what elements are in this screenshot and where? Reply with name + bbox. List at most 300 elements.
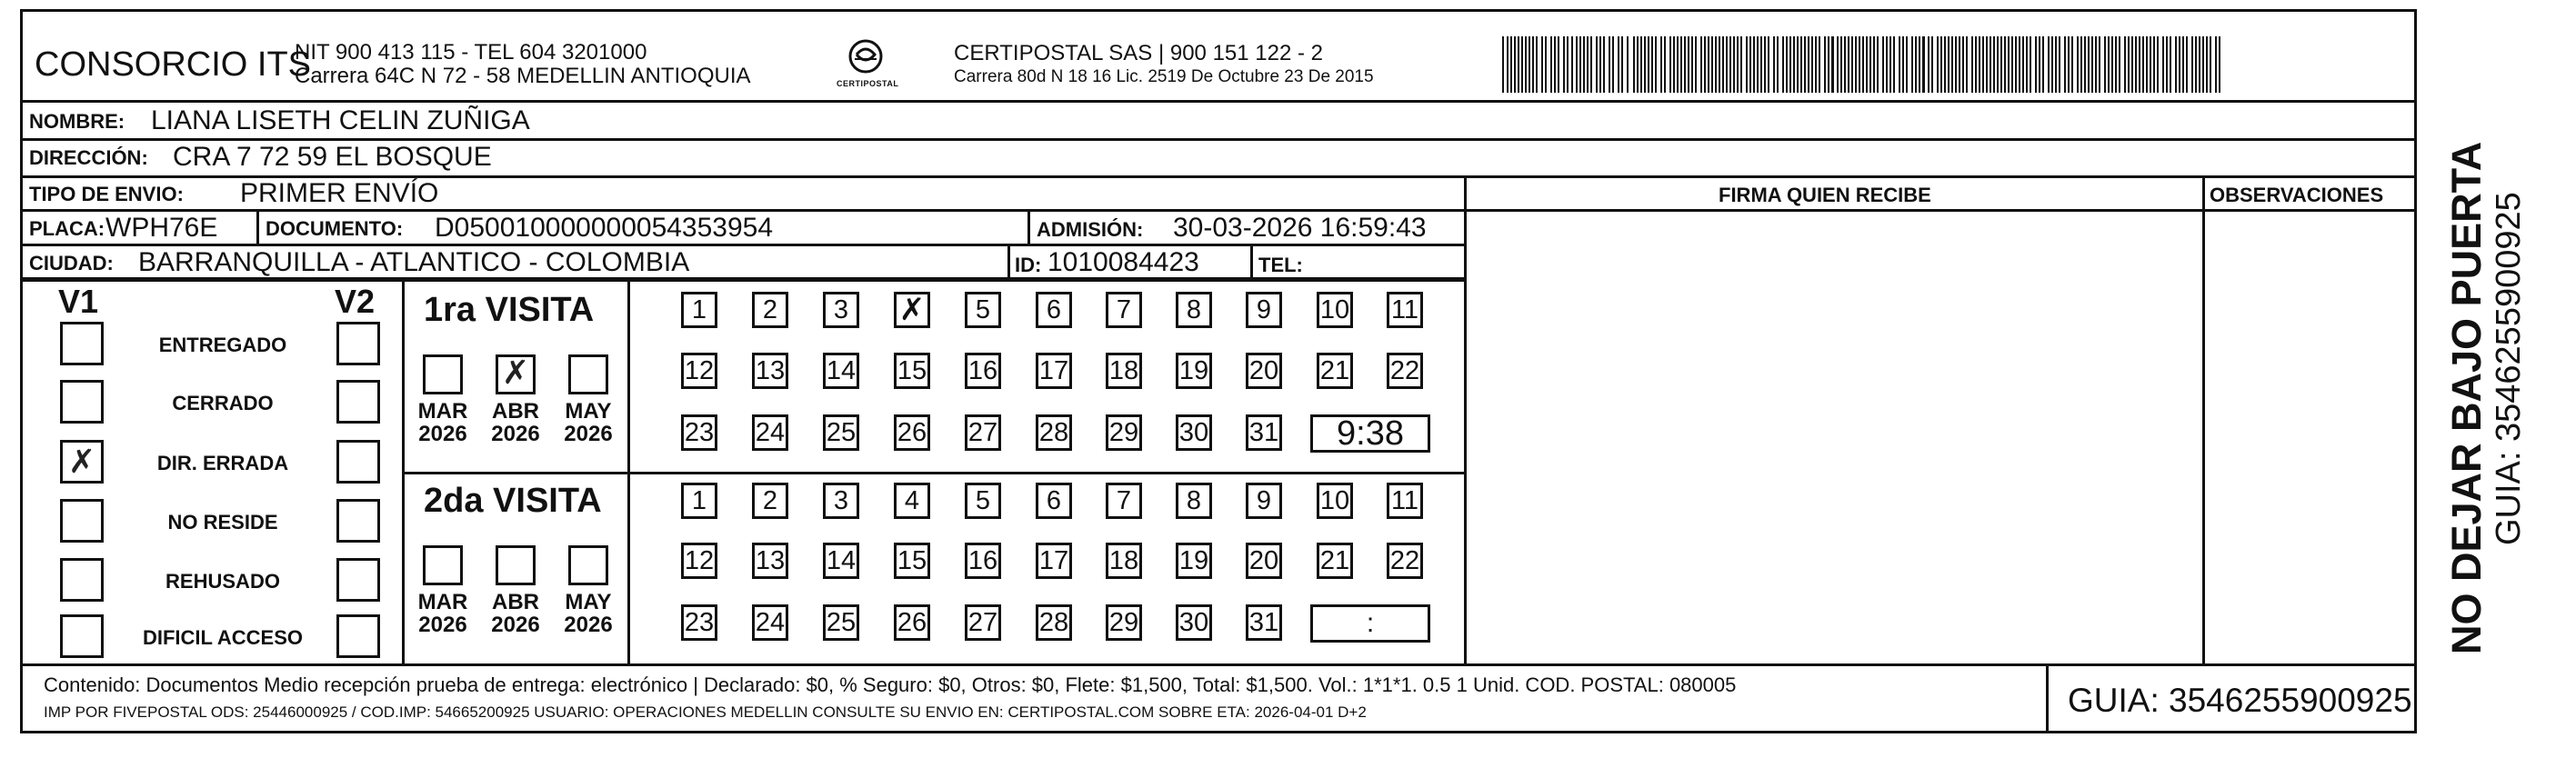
day-box[interactable]: 12 xyxy=(681,353,717,389)
divider xyxy=(20,279,1467,282)
barcode-bar xyxy=(1563,36,1565,93)
divider xyxy=(1464,175,1467,664)
status-label: ENTREGADO xyxy=(158,334,287,356)
barcode-bar xyxy=(2175,36,2177,93)
barcode-bar xyxy=(1753,36,1755,93)
day-box[interactable]: 29 xyxy=(1106,414,1142,451)
barcode-bar xyxy=(2131,36,2133,93)
v1-checkbox[interactable] xyxy=(60,499,104,543)
day-box[interactable]: 26 xyxy=(894,604,930,641)
barcode-bar xyxy=(2077,36,2079,93)
barcode-bar xyxy=(1859,36,1860,93)
footer-line-1: Contenido: Documentos Medio recepción prueba de entrega: electrónico | Declarado: $0, % Seguro: $0, Otros: $0, Flete: $1,500, Total: $1,500. Vol.: 1*1*1. 0.5 1 Unid. COD. POSTAL: 080005 xyxy=(44,673,1737,696)
month-checkbox-mar[interactable] xyxy=(423,354,463,394)
day-box[interactable]: 17 xyxy=(1036,543,1072,579)
company-name: CONSORCIO ITS xyxy=(35,45,312,84)
day-box[interactable]: 27 xyxy=(965,604,1001,641)
v2-label: V2 xyxy=(335,283,376,320)
barcode-bar xyxy=(1915,36,1917,93)
barcode-bar xyxy=(1955,36,1957,93)
barcode-bar xyxy=(1550,36,1552,93)
day-box[interactable]: 20 xyxy=(1246,353,1282,389)
barcode-bar xyxy=(1786,36,1788,93)
barcode-bar xyxy=(1944,36,1946,93)
day-box[interactable]: 3 xyxy=(823,483,859,519)
barcode-bar xyxy=(2042,36,2044,93)
barcode-bar xyxy=(2202,36,2204,93)
barcode-bar xyxy=(1793,36,1795,93)
tipo-envio-value: PRIMER ENVÍO xyxy=(240,178,439,208)
day-box[interactable]: 15 xyxy=(894,353,930,389)
day-box[interactable]: 6 xyxy=(1036,292,1072,328)
barcode-bar xyxy=(2135,36,2137,93)
v2-checkbox[interactable] xyxy=(336,558,380,602)
barcode-bar xyxy=(2215,36,2217,93)
time-box[interactable]: 9:38 xyxy=(1310,414,1430,453)
divider xyxy=(402,472,1467,474)
barcode-bar xyxy=(2099,36,2100,93)
barcode-bar xyxy=(2199,36,2200,93)
month-checkbox-abr[interactable] xyxy=(496,354,536,394)
barcode-bar xyxy=(1691,36,1693,93)
barcode-bar xyxy=(2019,36,2020,93)
direccion-label: DIRECCIÓN: xyxy=(29,146,148,169)
barcode-bar xyxy=(1797,36,1799,93)
barcode-bar xyxy=(1773,36,1775,93)
barcode-bar xyxy=(1633,36,1635,93)
month-label: ABR 2026 xyxy=(491,399,540,447)
barcode-bar xyxy=(1684,36,1686,93)
month-label: MAR 2026 xyxy=(417,590,468,638)
barcode-bar xyxy=(1532,36,1534,93)
divider xyxy=(1007,244,1010,278)
admision-value: 30-03-2026 16:59:43 xyxy=(1173,213,1427,243)
barcode-bar xyxy=(1919,36,1920,93)
day-box[interactable]: 9 xyxy=(1246,483,1282,519)
day-box[interactable]: 10 xyxy=(1317,483,1353,519)
barcode-bar xyxy=(1800,36,1802,93)
firma-header: FIRMA QUIEN RECIBE xyxy=(1719,184,1931,206)
day-box[interactable]: 4 xyxy=(894,483,930,519)
barcode-bar xyxy=(2142,36,2144,93)
documento-label: DOCUMENTO: xyxy=(266,217,404,240)
day-box[interactable]: 17 xyxy=(1036,353,1072,389)
barcode-bar xyxy=(2191,36,2193,93)
barcode-bar xyxy=(2059,36,2060,93)
barcode-bar xyxy=(2115,36,2117,93)
day-box[interactable]: 14 xyxy=(823,353,859,389)
barcode-bar xyxy=(2166,36,2168,93)
barcode-bar xyxy=(1804,36,1806,93)
nombre-value: LIANA LISETH CELIN ZUÑIGA xyxy=(151,105,530,135)
day-box[interactable]: 19 xyxy=(1176,543,1212,579)
barcode-bar xyxy=(1757,36,1759,93)
barcode-bar xyxy=(1722,36,1724,93)
barcode-bar xyxy=(1554,36,1556,93)
v2-checkbox[interactable] xyxy=(336,322,380,365)
day-box[interactable]: 5 xyxy=(965,483,1001,519)
barcode-bar xyxy=(1837,36,1839,93)
day-box[interactable]: 21 xyxy=(1317,353,1353,389)
barcode-bar xyxy=(1579,36,1581,93)
barcode-bar xyxy=(1596,36,1598,93)
barcode-bar xyxy=(1902,36,1904,93)
barcode-bar xyxy=(1673,36,1675,93)
barcode-bar xyxy=(2026,36,2028,93)
barcode-bar xyxy=(2186,36,2188,93)
barcode-bar xyxy=(1844,36,1846,93)
barcode-bar xyxy=(2153,36,2155,93)
barcode-bar xyxy=(1768,36,1769,93)
barcode-bar xyxy=(1637,36,1639,93)
tipo-envio-label: TIPO DE ENVIO: xyxy=(29,183,184,205)
logo-caption: CERTIPOSTAL xyxy=(837,79,899,88)
barcode-bar xyxy=(1644,36,1646,93)
barcode-bar xyxy=(1911,36,1913,93)
barcode-bar xyxy=(1951,36,1953,93)
day-box[interactable]: 11 xyxy=(1387,483,1423,519)
barcode-bar xyxy=(1966,36,1968,93)
company-line-1: NIT 900 413 115 - TEL 604 3201000 xyxy=(295,40,647,65)
barcode xyxy=(1502,36,2227,93)
barcode-bar xyxy=(2170,36,2171,93)
barcode-bar xyxy=(1997,36,1999,93)
barcode-bar xyxy=(2139,36,2140,93)
barcode-bar xyxy=(1764,36,1766,93)
divider xyxy=(20,663,2417,666)
barcode-bar xyxy=(1688,36,1689,93)
barcode-bar xyxy=(2084,36,2086,93)
status-label: DIR. ERRADA xyxy=(156,452,289,474)
barcode-bar xyxy=(1507,36,1509,93)
barcode-bar xyxy=(1571,36,1573,93)
day-box[interactable]: 23 xyxy=(681,604,717,641)
barcode-bar xyxy=(1962,36,1964,93)
day-box[interactable]: 24 xyxy=(752,604,788,641)
day-box[interactable]: 24 xyxy=(752,414,788,451)
day-box[interactable]: 7 xyxy=(1106,483,1142,519)
barcode-bar xyxy=(1979,36,1980,93)
day-box[interactable]: 29 xyxy=(1106,604,1142,641)
barcode-bar xyxy=(1704,36,1706,93)
barcode-bar xyxy=(2157,36,2159,93)
month-label: MAY 2026 xyxy=(564,399,613,447)
v1-checkbox[interactable] xyxy=(60,322,104,365)
barcode-bar xyxy=(2064,36,2066,93)
side-guia: GUIA: 3546255900925 xyxy=(2490,192,2528,545)
v2-checkbox[interactable] xyxy=(336,614,380,658)
barcode-bar xyxy=(1993,36,1995,93)
admision-label: ADMISIÓN: xyxy=(1037,218,1144,241)
day-box[interactable]: 2 xyxy=(752,483,788,519)
barcode-bar xyxy=(2210,36,2211,93)
day-box[interactable]: 8 xyxy=(1176,483,1212,519)
divider xyxy=(20,209,2417,212)
barcode-bar xyxy=(1680,36,1682,93)
barcode-bar xyxy=(1627,36,1629,93)
barcode-bar xyxy=(2179,36,2180,93)
barcode-bar xyxy=(1677,36,1679,93)
footer-line-2: IMP POR FIVEPOSTAL ODS: 25446000925 / COD.IMP: 54665200925 USUARIO: OPERACIONES MEDELLIN CONSULTE SU ENVIO EN: CERTIPOSTAL.COM SOBRE ETA: 2026-04-01 D+2 xyxy=(44,703,1367,721)
day-box[interactable]: 27 xyxy=(965,414,1001,451)
day-box[interactable]: 10 xyxy=(1317,292,1353,328)
barcode-bar xyxy=(1928,36,1929,93)
placa-value: WPH76E xyxy=(105,213,218,243)
barcode-bar xyxy=(1782,36,1784,93)
barcode-bar xyxy=(1640,36,1642,93)
visit-1-title: 1ra VISITA xyxy=(424,291,595,329)
status-label: NO RESIDE xyxy=(167,511,278,534)
barcode-bar xyxy=(1831,36,1834,93)
barcode-bar xyxy=(1877,36,1879,93)
divider xyxy=(20,100,2417,103)
day-box[interactable]: 1 xyxy=(681,292,717,328)
barcode-bar xyxy=(2008,36,2010,93)
day-box[interactable]: 15 xyxy=(894,543,930,579)
barcode-bar xyxy=(2150,36,2151,93)
barcode-bar xyxy=(2095,36,2097,93)
day-box[interactable]: 28 xyxy=(1036,414,1072,451)
barcode-bar xyxy=(2124,36,2126,93)
barcode-bar xyxy=(2048,36,2050,93)
barcode-bar xyxy=(1855,36,1857,93)
day-box[interactable]: 20 xyxy=(1246,543,1282,579)
barcode-bar xyxy=(1590,36,1592,93)
divider xyxy=(256,209,259,244)
day-box[interactable]: 5 xyxy=(965,292,1001,328)
barcode-bar xyxy=(1866,36,1868,93)
barcode-bar xyxy=(2195,36,2197,93)
barcode-bar xyxy=(1576,36,1578,93)
day-box[interactable]: 18 xyxy=(1106,543,1142,579)
day-box[interactable]: 23 xyxy=(681,414,717,451)
barcode-bar xyxy=(2108,36,2110,93)
courier-line-1: CERTIPOSTAL SAS | 900 151 122 - 2 xyxy=(954,41,1323,65)
barcode-bar xyxy=(1521,36,1523,93)
barcode-bar xyxy=(2128,36,2130,93)
divider xyxy=(2202,175,2205,664)
barcode-bar xyxy=(2030,36,2031,93)
barcode-bar xyxy=(1733,36,1735,93)
barcode-bar xyxy=(1545,36,1547,93)
status-label: REHUSADO xyxy=(165,570,280,593)
barcode-bar xyxy=(2022,36,2024,93)
barcode-bar xyxy=(1603,36,1605,93)
barcode-bar xyxy=(1811,36,1813,93)
barcode-bar xyxy=(2000,36,2002,93)
barcode-bar xyxy=(2055,36,2057,93)
v1-checkbox[interactable] xyxy=(60,558,104,602)
day-box[interactable]: 28 xyxy=(1036,604,1072,641)
barcode-bar xyxy=(1749,36,1751,93)
status-label: DIFICIL ACCESO xyxy=(142,626,303,649)
day-box[interactable]: 9 xyxy=(1246,292,1282,328)
barcode-bar xyxy=(2051,36,2053,93)
barcode-bar xyxy=(1986,36,1988,93)
barcode-bar xyxy=(1514,36,1516,93)
barcode-bar xyxy=(1715,36,1717,93)
day-box-marked[interactable]: ✗ xyxy=(894,292,930,328)
direccion-value: CRA 7 72 59 EL BOSQUE xyxy=(173,142,492,172)
barcode-bar xyxy=(2219,36,2220,93)
day-box[interactable]: 30 xyxy=(1176,414,1212,451)
month-checkbox-may[interactable] xyxy=(568,545,608,585)
barcode-bar xyxy=(1873,36,1875,93)
day-box[interactable]: 14 xyxy=(823,543,859,579)
barcode-bar xyxy=(1609,36,1610,93)
barcode-bar xyxy=(1975,36,1977,93)
day-box[interactable]: 30 xyxy=(1176,604,1212,641)
day-box[interactable]: 18 xyxy=(1106,353,1142,389)
day-box[interactable]: 13 xyxy=(752,353,788,389)
day-box[interactable]: 19 xyxy=(1176,353,1212,389)
day-box[interactable]: 25 xyxy=(823,414,859,451)
barcode-bar xyxy=(2011,36,2013,93)
barcode-bar xyxy=(1740,36,1742,93)
divider xyxy=(2046,663,2049,733)
barcode-bar xyxy=(1648,36,1649,93)
day-box[interactable]: 22 xyxy=(1387,543,1423,579)
barcode-bar xyxy=(1789,36,1791,93)
barcode-bar xyxy=(1848,36,1849,93)
day-box[interactable]: 22 xyxy=(1387,353,1423,389)
month-checkbox-mar[interactable] xyxy=(423,545,463,585)
status-label: CERRADO xyxy=(172,392,274,414)
day-box[interactable]: 2 xyxy=(752,292,788,328)
barcode-bar xyxy=(1851,36,1853,93)
barcode-bar xyxy=(1808,36,1809,93)
company-line-2: Carrera 64C N 72 - 58 MEDELLIN ANTIOQUIA xyxy=(295,64,751,88)
day-box[interactable]: 25 xyxy=(823,604,859,641)
barcode-bar xyxy=(1558,36,1559,93)
barcode-bar xyxy=(1612,36,1614,93)
barcode-bar xyxy=(2104,36,2106,93)
barcode-bar xyxy=(1746,36,1748,93)
divider xyxy=(20,138,2417,141)
v2-checkbox[interactable] xyxy=(336,380,380,424)
barcode-bar xyxy=(1899,36,1900,93)
barcode-bar xyxy=(1931,36,1933,93)
barcode-bar xyxy=(1599,36,1601,93)
day-box[interactable]: 16 xyxy=(965,353,1001,389)
barcode-bar xyxy=(1583,36,1585,93)
barcode-bar xyxy=(1862,36,1864,93)
barcode-bar xyxy=(2004,36,2006,93)
barcode-bar xyxy=(1536,36,1538,93)
barcode-bar xyxy=(1726,36,1728,93)
barcode-bar xyxy=(1828,36,1829,93)
barcode-bar xyxy=(2071,36,2073,93)
day-box[interactable]: 6 xyxy=(1036,483,1072,519)
barcode-bar xyxy=(2035,36,2037,93)
day-box[interactable]: 8 xyxy=(1176,292,1212,328)
barcode-bar xyxy=(1893,36,1895,93)
barcode-bar xyxy=(1700,36,1702,93)
barcode-bar xyxy=(1587,36,1589,93)
v1-checkbox[interactable] xyxy=(60,440,104,484)
barcode-bar xyxy=(2162,36,2164,93)
barcode-bar xyxy=(1510,36,1512,93)
barcode-bar xyxy=(1729,36,1731,93)
id-value: 1010084423 xyxy=(1047,247,1199,277)
barcode-bar xyxy=(1655,36,1657,93)
day-box[interactable]: 31 xyxy=(1246,414,1282,451)
barcode-bar xyxy=(1906,36,1908,93)
month-checkbox-may[interactable] xyxy=(568,354,608,394)
barcode-bar xyxy=(1737,36,1739,93)
day-box[interactable]: 21 xyxy=(1317,543,1353,579)
barcode-bar xyxy=(1937,36,1939,93)
barcode-bar xyxy=(1518,36,1519,93)
barcode-bar xyxy=(1889,36,1891,93)
tel-label: TEL: xyxy=(1258,254,1303,276)
divider xyxy=(1027,209,1030,244)
barcode-bar xyxy=(1664,36,1666,93)
barcode-bar xyxy=(1840,36,1842,93)
day-box[interactable]: 31 xyxy=(1246,604,1282,641)
barcode-bar xyxy=(1719,36,1720,93)
barcode-bar xyxy=(1990,36,1991,93)
barcode-bar xyxy=(2088,36,2090,93)
day-box[interactable]: 26 xyxy=(894,414,930,451)
month-checkbox-abr[interactable] xyxy=(496,545,536,585)
barcode-bar xyxy=(1660,36,1662,93)
barcode-bar xyxy=(2015,36,2017,93)
barcode-bar xyxy=(2119,36,2120,93)
documento-value: D050010000000054353954 xyxy=(435,213,774,243)
day-box[interactable]: 13 xyxy=(752,543,788,579)
footer-guia: GUIA: 3546255900925 xyxy=(2068,682,2412,719)
day-box[interactable]: 1 xyxy=(681,483,717,519)
ciudad-value: BARRANQUILLA - ATLANTICO - COLOMBIA xyxy=(138,247,690,277)
day-box[interactable]: 7 xyxy=(1106,292,1142,328)
v2-checkbox[interactable] xyxy=(336,499,380,543)
day-box[interactable]: 16 xyxy=(965,543,1001,579)
barcode-bar xyxy=(2068,36,2070,93)
v1-checkbox[interactable] xyxy=(60,614,104,658)
placa-label: PLACA: xyxy=(29,217,105,240)
visit-2-title: 2da VISITA xyxy=(424,482,602,520)
v1-checkbox[interactable] xyxy=(60,380,104,424)
barcode-bar xyxy=(1869,36,1871,93)
day-box[interactable]: 3 xyxy=(823,292,859,328)
barcode-bar xyxy=(2206,36,2208,93)
barcode-bar xyxy=(1541,36,1543,93)
barcode-bar xyxy=(1760,36,1762,93)
v2-checkbox[interactable] xyxy=(336,440,380,484)
observaciones-header: OBSERVACIONES xyxy=(2210,184,2384,206)
barcode-bar xyxy=(1971,36,1973,93)
barcode-bar xyxy=(2091,36,2093,93)
barcode-bar xyxy=(1618,36,1619,93)
barcode-bar xyxy=(1815,36,1817,93)
barcode-bar xyxy=(1819,36,1820,93)
day-box[interactable]: 12 xyxy=(681,543,717,579)
day-box[interactable]: 11 xyxy=(1387,292,1423,328)
barcode-bar xyxy=(1651,36,1653,93)
barcode-bar xyxy=(1669,36,1671,93)
barcode-bar xyxy=(1777,36,1779,93)
month-label: MAY 2026 xyxy=(564,590,613,638)
barcode-bar xyxy=(2039,36,2040,93)
time-box[interactable]: : xyxy=(1310,604,1430,643)
courier-line-2: Carrera 80d N 18 16 Lic. 2519 De Octubre 23 De 2015 xyxy=(954,67,1374,86)
barcode-bar xyxy=(2146,36,2148,93)
nombre-label: NOMBRE: xyxy=(29,110,125,133)
divider xyxy=(1250,244,1253,278)
barcode-bar xyxy=(1529,36,1530,93)
barcode-bar xyxy=(1882,36,1884,93)
